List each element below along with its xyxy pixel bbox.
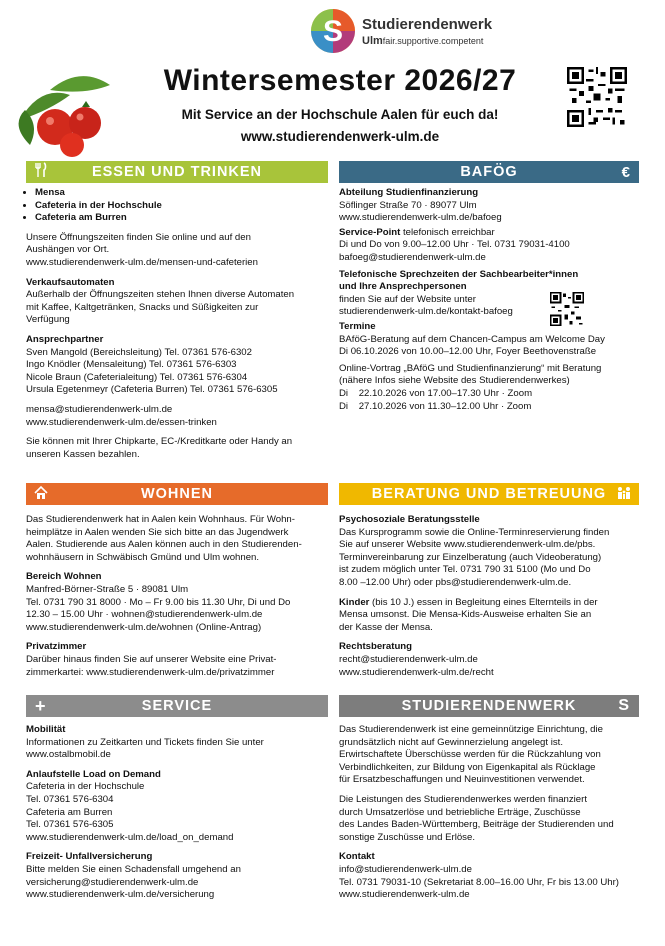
list-item: • Mensa — [35, 187, 328, 200]
wohnen-intro — [26, 514, 328, 564]
section-beratung-body — [339, 514, 639, 686]
subheading: Kontakt — [339, 851, 375, 863]
s-logo-icon: S — [618, 697, 630, 714]
text-line: Tel. 0731 79031-10 (Sekretariat 8.00–16.00 Uhr, Fr bis 13.00 Uhr) — [339, 876, 619, 888]
subheading: und Ihre Ansprechpersonen — [339, 281, 467, 293]
page-title: Wintersemester 2026/27 — [163, 64, 517, 97]
svg-text:S: S — [322, 15, 344, 48]
text-line: des Landes Baden-Württemberg, Beiträge der Studierenden und — [339, 819, 614, 831]
essen-trinken-link[interactable]: www.studierendenwerk-ulm.de/essen-trinken — [26, 416, 217, 428]
load-on-demand-block — [26, 769, 328, 845]
vegetables-image — [10, 65, 130, 160]
section-header-bafoeg — [339, 161, 639, 183]
text-line: BAföG-Beratung auf dem Chancen-Campus am Welcome Day — [339, 333, 605, 345]
pbs-block — [339, 514, 639, 590]
privatzimmer-link[interactable]: zimmerkartei: www.studierendenwerk-ulm.de/privatzimmer — [26, 666, 275, 678]
website-link[interactable]: www.studierendenwerk-ulm.de — [339, 889, 470, 901]
kinder-line — [339, 597, 639, 610]
section-header-service — [26, 695, 328, 717]
section-title-wohnen: WOHNEN — [140, 486, 214, 502]
euro-icon: € — [621, 163, 631, 181]
text-line: Bitte melden Sie einen Schadensfall umgehend an — [26, 863, 241, 875]
payment-text — [26, 436, 328, 461]
people-icon — [616, 486, 632, 503]
versicherung-block — [26, 851, 328, 901]
opening-hours-text — [26, 232, 328, 270]
text-line: Tel. 07361 576-6305 — [26, 819, 114, 831]
text-line: durch Umsatzerlöse und betriebliche Erträge, Zuschüsse — [339, 806, 581, 818]
phone-hours-block — [339, 269, 639, 319]
section-wohnen-body — [26, 514, 328, 686]
text-line: Terminvereinbarung zur Einzelberatung (auch Videoberatung) — [339, 551, 602, 563]
contact-line: Ingo Knödler (Mensaleitung) Tel. 07361 576-6303 — [26, 359, 237, 371]
address-line: Manfred-Börner-Straße 5 · 89081 Ulm — [26, 583, 189, 595]
studierendenwerk-logo — [310, 8, 510, 56]
text-line: grundsätzlich nicht auf Gewinnerzielung angelegt ist. — [339, 736, 563, 748]
text-line: Di und Do von 9.00–12.00 Uhr · Tel. 0731 79031-4100 — [339, 239, 570, 251]
text-line: Verbindlichkeiten, zur Bildung von Eigenkapital als Rücklage — [339, 761, 596, 773]
text-line: unseren Kassen bezahlen. — [26, 448, 140, 460]
text-line: der Kasse der Mensa. — [339, 621, 433, 633]
mobilitaet-block — [26, 724, 328, 762]
text-line: Außerhalb der Öffnungszeiten stehen Ihnen diverse Automaten — [26, 289, 295, 301]
subheading: Psychosoziale Beratungsstelle — [339, 514, 480, 525]
list-item: • Cafeteria am Burren — [35, 212, 328, 225]
wohnen-link[interactable]: www.studierendenwerk-ulm.de/wohnen (Online-Antrag) — [26, 621, 262, 633]
text-line: Tel. 07361 576-6304 — [26, 793, 114, 805]
logo-ulm: Ulm — [362, 35, 383, 47]
subheading: Freizeit- Unfallversicherung — [26, 851, 153, 863]
qr-code-main[interactable] — [567, 67, 627, 127]
text-line: Sie auf unserer Website www.studierendenwerk-ulm.de/pbs. — [339, 539, 596, 551]
recht-email-link[interactable]: recht@studierendenwerk-ulm.de — [339, 653, 478, 665]
section-header-studierendenwerk — [339, 695, 639, 717]
date-line: Di 22.10.2026 von 17.00–17.30 Uhr · Zoom — [339, 387, 533, 399]
rechtsberatung-block — [339, 641, 639, 679]
service-point-line — [339, 227, 639, 240]
text-line: Das Studierendenwerk ist eine gemeinnützige Einrichtung, die — [339, 724, 603, 735]
text-line: mit Kaffee, Kaltgetränken, Snacks und Süßigkeiten zur — [26, 301, 259, 313]
text-line: Unsere Öffnungszeiten finden Sie online und auf den — [26, 231, 251, 243]
kontakt-block — [339, 851, 639, 901]
contact-line: Sven Mangold (Bereichsleitung) Tel. 07361 576-6302 — [26, 346, 252, 358]
subheading: Service-Point — [339, 226, 401, 238]
section-title-bafoeg: BAFÖG — [460, 164, 518, 180]
subheading: Kinder — [339, 596, 370, 608]
subheading: Abteilung Studienfinanzierung — [339, 187, 479, 198]
department-block — [339, 187, 639, 225]
text-line: Di 06.10.2026 von 10.00–12.00 Uhr, Foyer Beethovenstraße — [339, 346, 597, 358]
text-line: (nähere Infos siehe Website des Studierendenwerkes) — [339, 375, 570, 387]
essen-links — [26, 404, 328, 429]
contact-line: Ursula Egetenmeyr (Cafeteria Burren) Tel. 07361 576-6305 — [26, 384, 278, 396]
subheading: Mobilität — [26, 724, 66, 735]
section-essen-body — [26, 187, 328, 468]
subheading: Telefonische Sprechzeiten der Sachbearbeiter*innen — [339, 268, 579, 280]
text-line: Das Studierendenwerk hat in Aalen kein Wohnhaus. Für Wohn- — [26, 514, 295, 525]
subheading: Ansprechpartner — [26, 333, 104, 345]
date-line: Di 27.10.2026 von 11.30–12.00 Uhr · Zoom — [339, 400, 532, 412]
subheading: Anlaufstelle Load on Demand — [26, 768, 161, 780]
bafoeg-link[interactable]: www.studierendenwerk-ulm.de/bafoeg — [339, 212, 502, 224]
recht-link[interactable]: www.studierendenwerk-ulm.de/recht — [339, 666, 494, 678]
text-line: finden Sie auf der Website unter — [339, 293, 476, 305]
fork-knife-icon — [34, 162, 48, 182]
text-span: telefonisch erreichbar — [400, 226, 495, 238]
bereich-wohnen-block — [26, 571, 328, 634]
vending-machines-block — [26, 277, 328, 327]
logo-claim: fair.supportive.competent — [382, 36, 484, 46]
text-line: für Ersatzbeschaffungen und Neuinvestitionen verwendet. — [339, 774, 585, 786]
website-url[interactable]: www.studierendenwerk-ulm.de — [240, 129, 440, 144]
section-title-service: SERVICE — [141, 698, 213, 714]
bafoeg-email-link[interactable]: bafoeg@studierendenwerk-ulm.de — [339, 251, 486, 263]
text-line: heimplätze in Aalen wenden Sie sich bitte an das Jugendwerk — [26, 526, 289, 538]
text-line: Cafeteria in der Hochschule — [26, 781, 145, 793]
text-line: Die Leistungen des Studierendenwerkes werden finanziert — [339, 793, 587, 805]
text-line: Cafeteria am Burren — [26, 806, 113, 818]
text-line: Verfügung — [26, 314, 70, 326]
text-line: Aushängen vor Ort. — [26, 244, 110, 256]
section-header-beratung — [339, 483, 639, 505]
section-header-essen — [26, 161, 328, 183]
text-line: Das Kursprogramm sowie die Online-Terminreservierung finden — [339, 526, 610, 538]
section-service-body — [26, 724, 328, 909]
text-line: Online-Vortrag „BAföG und Studienfinanzierung“ mit Beratung — [339, 362, 602, 374]
kinder-block — [339, 597, 639, 635]
section-bafoeg-body — [339, 187, 639, 420]
mensen-link[interactable]: www.studierendenwerk-ulm.de/mensen-und-cafeterien — [26, 256, 258, 268]
subheading: Verkaufsautomaten — [26, 276, 115, 288]
section-title-beratung: BERATUNG UND BETREUUNG — [371, 486, 607, 502]
text-line: Darüber hinaus finden Sie auf unserer Website eine Privat- — [26, 653, 277, 665]
text-line: Informationen zu Zeitkarten und Tickets finden Sie unter — [26, 736, 264, 748]
versicherung-link[interactable]: www.studierendenwerk-ulm.de/versicherung — [26, 889, 215, 901]
logo-subline — [362, 35, 483, 47]
location-list — [26, 187, 328, 225]
text-line: 8.00 –12.00 Uhr) oder pbs@studierendenwerk-ulm.de. — [339, 576, 572, 588]
house-icon — [34, 486, 48, 503]
subheading: Bereich Wohnen — [26, 571, 102, 583]
versicherung-email-link[interactable]: versicherung@studierendenwerk-ulm.de — [26, 876, 199, 888]
text-line: Erwirtschaftete Überschüsse werden für die Rückzahlung von — [339, 749, 601, 761]
section-title-essen: ESSEN UND TRINKEN — [91, 164, 263, 180]
qr-code-bafoeg[interactable] — [550, 292, 584, 326]
contact-line: Nicole Braun (Cafeterialeitung) Tel. 07361 576-6304 — [26, 371, 248, 383]
mensa-email-link[interactable]: mensa@studierendenwerk-ulm.de — [26, 403, 173, 415]
list-item: • Cafeteria in der Hochschule — [35, 200, 328, 213]
ostalbmobil-link[interactable]: www.ostalbmobil.de — [26, 749, 111, 761]
funding-block — [339, 794, 639, 844]
text-line: 12.30 – 15.00 Uhr · wohnen@studierendenwerk-ulm.de — [26, 609, 263, 621]
s-logo-icon — [310, 8, 356, 54]
subheading: Rechtsberatung — [339, 641, 413, 653]
text-span: (bis 10 J.) essen in Begleitung eines Elternteils in der — [369, 596, 598, 608]
section-title-studierendenwerk: STUDIERENDENWERK — [401, 698, 577, 714]
text-line: wohnhäusern in Schwäbisch Gmünd und Ulm wohnen. — [26, 551, 260, 563]
text-line: Aalen. Studierende aus Aalen können auch in den Studierenden- — [26, 539, 302, 551]
logo-name: Studierendenwerk — [362, 16, 493, 33]
online-talk-block — [339, 363, 639, 413]
text-line: Mensa umsonst. Die Mensa-Kids-Ausweise erhalten Sie an — [339, 609, 592, 621]
contacts-block — [26, 334, 328, 397]
load-on-demand-link[interactable]: www.studierendenwerk-ulm.de/load_on_demand — [26, 831, 234, 843]
section-header-wohnen — [26, 483, 328, 505]
service-point-block — [339, 227, 639, 265]
info-email-link[interactable]: info@studierendenwerk-ulm.de — [339, 863, 472, 875]
address-line: Söflinger Straße 70 · 89077 Ulm — [339, 199, 477, 211]
kontakt-bafoeg-link[interactable]: studierendenwerk-ulm.de/kontakt-bafoeg — [339, 306, 513, 318]
text-line: sonstige Zuschüsse und Erlöse. — [339, 831, 475, 843]
subheading: Privatzimmer — [26, 641, 87, 653]
text-line: Sie können mit Ihrer Chipkarte, EC-/Kreditkarte oder Handy an — [26, 436, 293, 448]
page-subtitle: Mit Service an der Hochschule Aalen für euch da! — [181, 107, 499, 122]
about-block — [339, 724, 639, 787]
text-line: Tel. 0731 790 31 8000 · Mo – Fr 9.00 bis 11.30 Uhr, Di und Do — [26, 596, 291, 608]
dates-block — [339, 321, 639, 359]
section-studierendenwerk-body — [339, 724, 639, 909]
subheading: Termine — [339, 320, 376, 332]
text-line: ist zudem möglich unter Tel. 0731 790 31 5100 (Mo und Do — [339, 564, 591, 576]
plus-icon: + — [35, 695, 47, 716]
privatzimmer-block — [26, 641, 328, 679]
